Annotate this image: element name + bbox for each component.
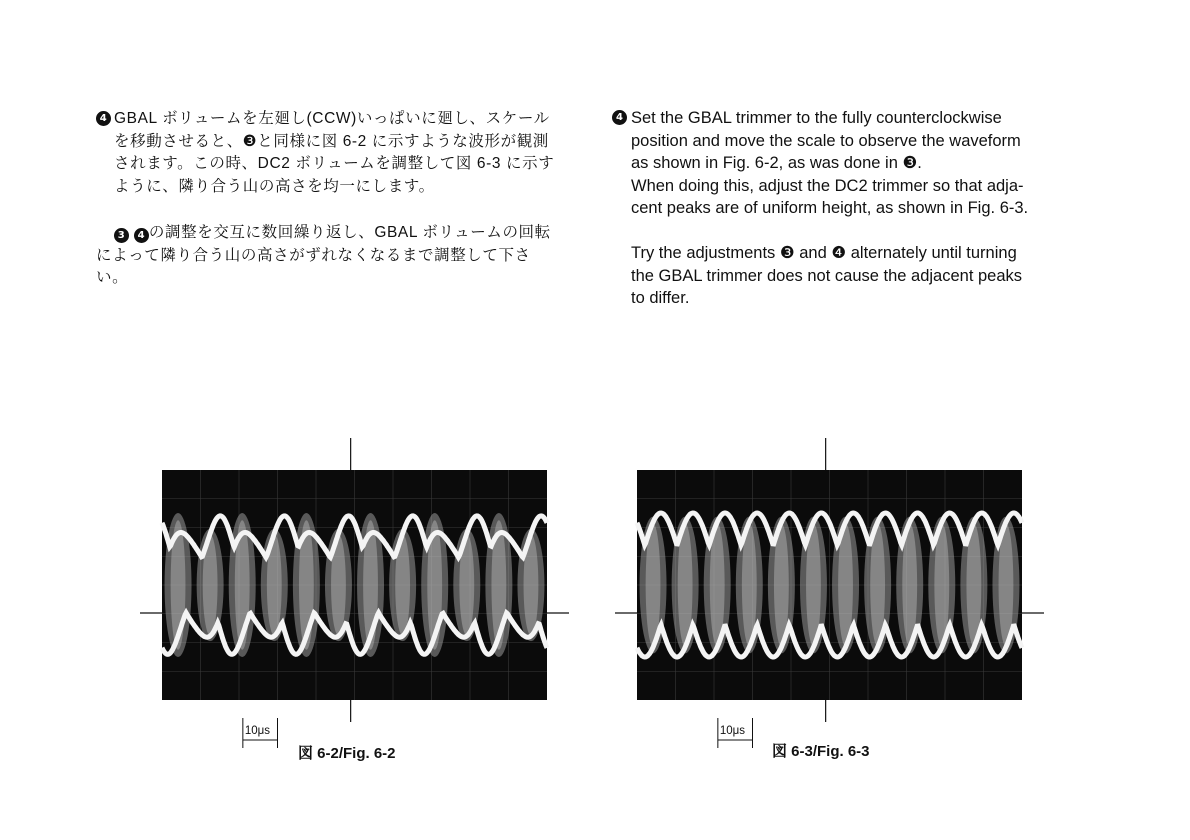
time-scale-label: 10μs (719, 725, 746, 737)
figure-6-2-caption: 図 6-2/Fig. 6-2 (298, 745, 396, 762)
en-repeat-line: the GBAL trimmer does not cause the adjacent peaks (631, 266, 1023, 285)
oscilloscope-waveform-uniform (615, 438, 1045, 748)
jp-step-4-line: されます。この時、DC2 ボリュームを調整して図 6-3 に示す (114, 155, 555, 172)
jp-step-4 (96, 108, 576, 198)
en-step-4 (612, 107, 1112, 220)
step-4-badge: 4 (134, 228, 149, 243)
en-step-4-line: position and move the scale to observe the waveform (631, 131, 1021, 150)
time-scale-label: 10μs (244, 725, 271, 737)
jp-step-4-line: ように、隣り合う山の高さを均一にします。 (114, 177, 435, 195)
english-instructions (612, 107, 1112, 310)
japanese-instructions (96, 108, 576, 290)
en-repeat-line: Try the adjustments ❸ and ❹ alternately until turning (631, 243, 1017, 262)
step-4-badge: 4 (612, 110, 627, 125)
en-repeat-instruction (612, 242, 1112, 310)
figure-6-3 (615, 438, 1045, 748)
jp-repeat-line: の調整を交互に数回繰り返し、GBAL ボリュームの回転 (148, 224, 551, 241)
oscilloscope-waveform-alternating (140, 438, 570, 748)
figure-6-2 (140, 438, 570, 748)
figure-6-3-caption: 図 6-3/Fig. 6-3 (772, 743, 870, 760)
en-step-4-line: cent peaks are of uniform height, as shown in Fig. 6-3. (631, 199, 1029, 218)
jp-repeat-line: によって隣り合う山の高さがずれなくなるまで調整して下さ (96, 246, 531, 264)
jp-step-4-line: GBAL ボリュームを左廻し(CCW)いっぱいに廻し、スケール (114, 110, 550, 127)
en-step-4-line: as shown in Fig. 6-2, as was done in ❸. (631, 154, 922, 173)
jp-step-4-line: を移動させると、❸と同様に図 6-2 に示すような波形が観測 (114, 132, 549, 150)
en-repeat-line: to differ. (631, 289, 690, 308)
step-3-badge: 3 (114, 228, 129, 243)
jp-repeat-instruction (96, 222, 576, 290)
jp-repeat-line: い。 (96, 269, 129, 286)
en-step-4-line: Set the GBAL trimmer to the fully counterclockwise (631, 109, 1002, 127)
en-step-4-line: When doing this, adjust the DC2 trimmer so that adja- (631, 176, 1024, 195)
step-4-badge: 4 (96, 111, 111, 126)
